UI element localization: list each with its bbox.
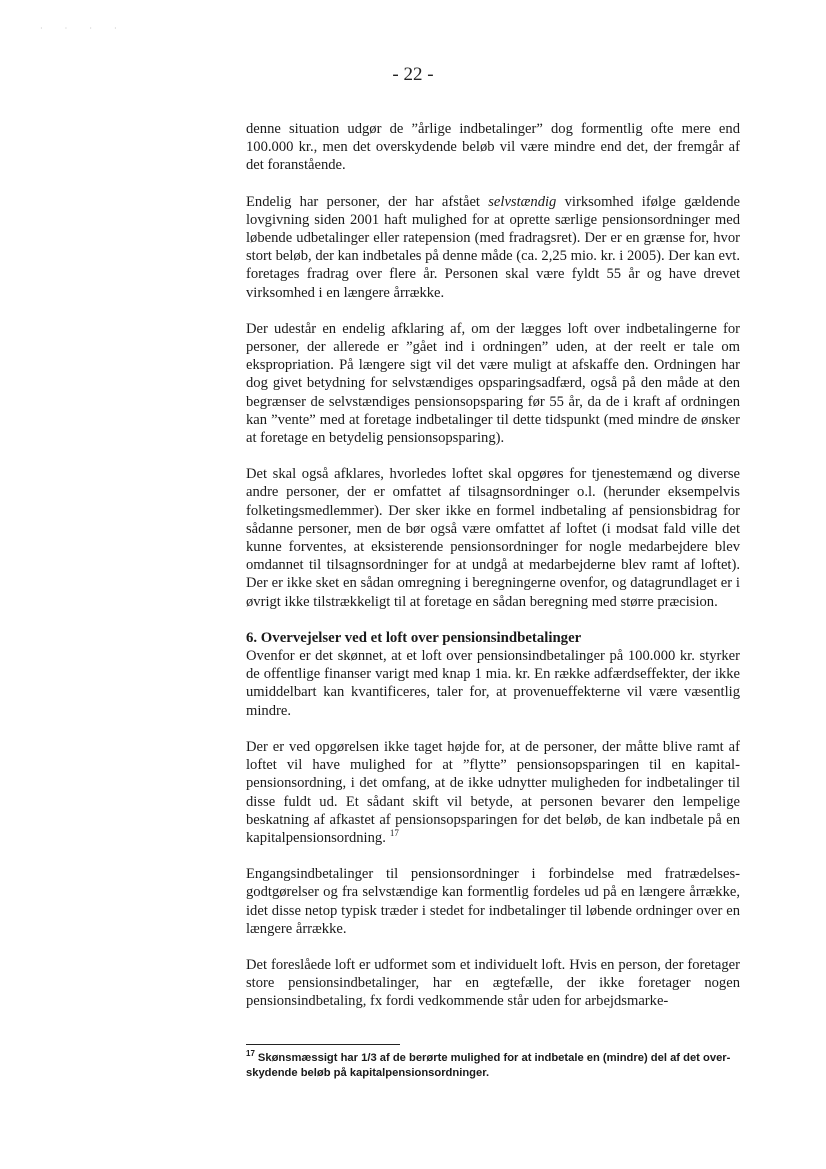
paragraph-5: Ovenfor er det skønnet, at et loft over pensionsindbetalinger på 100.000 kr. styrker de offentlige finanser varigt med knap 1 mia. kr. En række adfærdseffekter, der ikke umiddelbart kan kvantificeres, taler for, at provenueffekterne vil være væsentlig mindre.: [246, 648, 740, 719]
paragraph-2: [246, 193, 740, 302]
paragraph-6-text: Der er ved opgørelsen ikke taget højde for, at de personer, der måtte blive ramt af loftet vil have mulighed for at ”flytte” pensionsopsparingen til en kapitalpensionsordning, i det omfang, at de ikke udnytter muligheden for indbetalinger til disse fuldt ud. Et sådant skift vil betyde, at personen bevarer den lempelige beskatning af afkastet af pensionsopsparingen for det beløb, de kan indbetale på en kapitalpensionsordning.: [246, 738, 740, 846]
paragraph-7: Engangsindbetalinger til pensionsordninger i forbindelse med fratrædelsesgodtgørelser og fra selvstændige kan formentlig fordeles ud på en længere årrække, idet disse netop typisk træder i stedet for indbetalinger til løbende ordninger over en længere årrække.: [246, 866, 740, 937]
paragraph-1: denne situation udgør de ”årlige indbetalinger” dog formentlig ofte mere end 100.000 kr., men det overskydende beløb vil være mindre end det, der fremgår af det foranstående.: [246, 121, 740, 174]
scan-specks: · · · ·: [40, 24, 127, 33]
paragraph-2-emphasis: selvstændig: [488, 193, 557, 210]
page-number: - 22 -: [392, 64, 434, 85]
footnote-divider: [246, 1044, 400, 1045]
footnote-text: Skønsmæssigt har 1/3 af de berørte mulighed for at indbetale en (mindre) del af det overskydende beløb på kapitalpensionsordninger.: [246, 1052, 731, 1079]
footnote-reference: 17: [389, 828, 399, 839]
footnote: [246, 1051, 740, 1081]
paragraph-8: Det foreslåede loft er udformet som et individuelt loft. Hvis en person, der foretager store pensionsindbetalinger, har en ægtefælle, der ikke foretager nogen pensionsindbetaling, fx fordi vedkommende står uden for arbejdsmarke-: [246, 956, 740, 1010]
document-body: [246, 120, 740, 1011]
paragraph-2-text-b: virksomhed ifølge gældende lovgivning siden 2001 haft mulighed for at oprette særlige pensionsordninger med løbende udbetalinger eller ratepension (med fradragsret). Der er en grænse for, hvor stort beløb, der kan indbetales på denne måde (ca. 2,25 mio. kr. i 2005). Der kan evt. foretages fradrag over flere år. Personen skal være fyldt 55 år og have drevet virksomhed i en længere årrække.: [246, 193, 741, 301]
paragraph-2-text-a: Endelig har personer, der har afstået: [246, 193, 489, 210]
paragraph-3: Der udestår en endelig afklaring af, om der lægges loft over indbetalingerne for personer, der allerede er ”gået ind i ordningen” uden, at der reelt er tale om ekspropriation. På længere sigt vil det være muligt at afskaffe den. Ordningen har dog givet betydning for selvstændiges opsparingsadfærd, også på den måde at den begrænser de selvstændiges pensionsopsparing før 55 år, da de i kraft af ordningen kan ”vente” med at foretage indbetalinger til dette tidspunkt (med mindre de ønsker at foretage en betydelig pensionsopsparing).: [246, 320, 740, 447]
footnote-mark: 17: [246, 1049, 255, 1059]
paragraph-4: Det skal også afklares, hvorledes loftet skal opgøres for tjenestemænd og diverse andre personer, der er omfattet af tilsagnsordninger o.l. (herunder eksempelvis folketingsmedlemmer). Der sker ikke en formel indbetaling af pensionsbidrag for sådanne personer, men de bør også være omfattet af loftet (i modsat fald ville det kunne forventes, at eksisterende pensionsordninger for nogle medarbejdere blev omdannet til tilsagnsordninger for at undgå at medarbejderne blev ramt af loftet). Der er ikke sket en sådan omregning i beregningerne ovenfor, og datagrundlaget er i øvrigt ikke tilstrækkeligt til at foretage en sådan beregning med større præcision.: [246, 466, 740, 610]
paragraph-6: [246, 738, 740, 847]
section-6-heading: 6. Overvejelser ved et loft over pensionsindbetalinger: [246, 629, 582, 646]
